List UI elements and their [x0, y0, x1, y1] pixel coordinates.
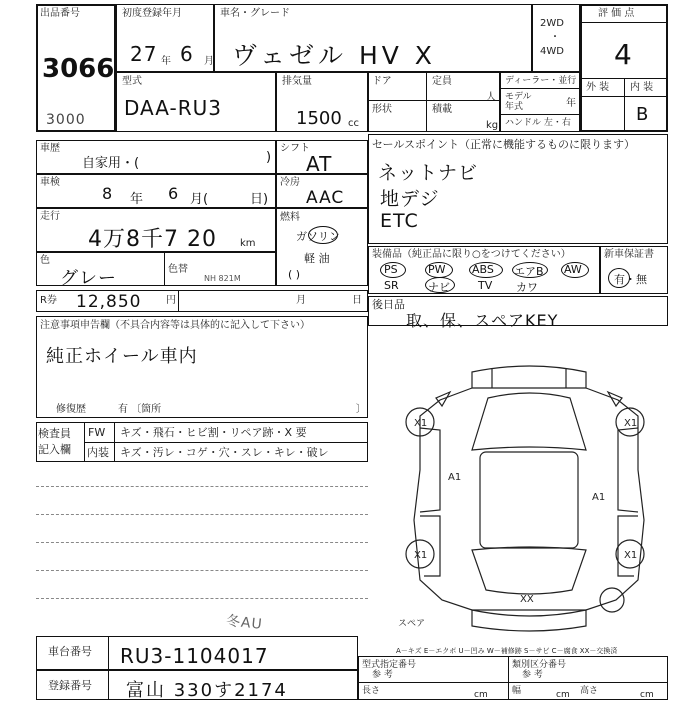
height-cm: cm — [640, 690, 654, 700]
inspection-year-unit: 年 — [130, 192, 144, 207]
disp-unit: cc — [348, 118, 359, 129]
equip-pw: PW — [428, 263, 446, 276]
spare-label: スペア — [398, 619, 426, 629]
history-label: 車歴 — [40, 143, 60, 154]
history-close: ) — [266, 150, 272, 165]
equipment-label: 装備品（純正品に限り○をつけてください） — [372, 249, 571, 260]
car-diagram — [380, 340, 670, 650]
notes-value: 純正ホイール車内 — [46, 346, 198, 367]
inspector-label1: 検査員 — [38, 427, 71, 440]
int-value: B — [636, 104, 650, 125]
model-ref-sub: 参 考 — [372, 670, 393, 680]
recycle-month: 月 — [296, 295, 306, 306]
repair-close: 〕 — [356, 404, 366, 415]
model-label: 車名・グレード — [220, 8, 290, 19]
width-label: 幅 — [512, 686, 522, 696]
inspection-day-unit: 日) — [250, 192, 269, 207]
inspector-in-text: キズ・汚レ・コゲ・穴・スレ・キレ・破レ — [120, 446, 329, 459]
drive-2wd: 2WD — [540, 18, 564, 29]
mark-rl: X1 — [414, 550, 428, 561]
equip-aw-circle — [561, 262, 589, 278]
lot-number: 3066 — [42, 54, 115, 84]
car-body-outline — [414, 388, 644, 610]
notes-label: 注意事項申告欄（不具合内容等は具体的に記入して下さい） — [40, 320, 310, 331]
reg-year-unit: 年 — [161, 56, 171, 67]
mark-fr: X1 — [624, 418, 638, 429]
selling-line-3: ETC — [380, 210, 419, 232]
equip-leather: カワ — [516, 281, 538, 294]
chassis-label: 車台番号 — [48, 645, 92, 658]
dashed-line — [36, 486, 368, 487]
aftermarket-label: 後日品 — [372, 298, 405, 311]
disp-label: 排気量 — [282, 76, 312, 87]
history-row — [36, 140, 276, 174]
history-value: 自家用・( — [82, 156, 140, 171]
capacity-label: 定員 — [432, 76, 452, 87]
fuel-paren: ( ) — [288, 268, 301, 281]
fuel-label: 燃料 — [280, 212, 300, 223]
reg-month-unit: 月 — [204, 56, 214, 67]
equip-ps: PS — [384, 263, 398, 276]
roof-panel — [480, 452, 578, 548]
reg-era: 27 — [130, 42, 158, 66]
plate-label: 登録番号 — [48, 679, 92, 692]
dashed-line — [36, 598, 368, 599]
lot-label: 出品番号 — [40, 8, 80, 19]
capacity-unit: 人 — [486, 92, 496, 103]
int-label: 内 装 — [630, 82, 654, 93]
ext-label: 外 装 — [586, 82, 610, 93]
inspection-label: 車検 — [40, 177, 60, 188]
diagram-legend: A－キズ E－エクボ U－凹み W－補修跡 S－サビ C－腐食 XX－交換済 — [396, 647, 618, 655]
class-ref-sub: 参 考 — [522, 670, 543, 680]
rear-glass — [472, 547, 586, 594]
inspector-in: 内装 — [87, 446, 109, 459]
fuel-gasoline: ガソリン — [296, 230, 340, 243]
equip-navi: ナビ — [428, 281, 450, 294]
left-doors — [420, 428, 440, 512]
mileage-value: 4万8千7 20 — [88, 227, 217, 252]
fuel-circle — [308, 226, 338, 244]
equip-pw-circle — [425, 262, 453, 278]
warranty-label: 新車保証書 — [604, 249, 654, 260]
class-ref-label: 類別区分番号 — [512, 660, 567, 670]
mark-rr: X1 — [624, 550, 638, 561]
equip-tv: TV — [478, 279, 493, 292]
inspector-scribble: 冬AU — [225, 613, 264, 633]
selling-line-1: ネットナビ — [378, 162, 479, 184]
equip-navi-circle — [425, 277, 455, 293]
lot-sub: 3000 — [46, 112, 86, 128]
recycle-unit: 円 — [166, 295, 176, 306]
inspector-fw-text: キズ・飛石・ヒビ割・リペア跡・X 要 — [120, 426, 307, 439]
shape-label: 形状 — [372, 104, 392, 115]
length-cm: cm — [474, 690, 488, 700]
spare-tire — [600, 588, 624, 612]
inspection-year: 8 — [102, 184, 114, 203]
repair-value: 有 〔箇所 — [118, 404, 162, 415]
shift-value: AT — [306, 152, 333, 176]
cooler-label: 冷房 — [280, 177, 300, 188]
selling-label: セールスポイント（正常に機能するものに限ります） — [372, 138, 636, 151]
drive-4wd: 4WD — [540, 46, 564, 57]
mark-left-door: A1 — [448, 472, 462, 483]
recolor-label: 色替 — [168, 264, 188, 275]
drive-dot: ・ — [550, 32, 560, 43]
equip-ps-circle — [380, 262, 406, 278]
aftermarket-value: 取、保、スペアKEY — [406, 311, 559, 330]
inspection-month-unit: 月( — [190, 192, 209, 207]
fuel-diesel: 軽 油 — [304, 252, 330, 265]
model-ref-label: 型式指定番号 — [362, 660, 417, 670]
equip-aw: AW — [564, 263, 582, 276]
mark-fl: X1 — [414, 418, 428, 429]
cooler-value: AAC — [306, 188, 345, 208]
inspector-label2: 記入欄 — [38, 443, 71, 456]
warranty-circle — [608, 268, 630, 288]
selling-line-2: 地デジ — [380, 188, 440, 210]
shift-label: シフト — [280, 143, 310, 154]
grade-value: 4 — [614, 38, 633, 71]
recycle-label: R券 — [40, 295, 57, 306]
type-label: 型式 — [122, 76, 142, 87]
dashed-line — [36, 570, 368, 571]
handle-label: ハンドル 左・右 — [505, 118, 571, 128]
mileage-unit: km — [240, 238, 256, 249]
length-label: 長さ — [362, 686, 381, 696]
color-value: グレー — [60, 268, 117, 289]
front-bumper — [472, 366, 586, 388]
type-value: DAA-RU3 — [124, 96, 223, 120]
equip-abs: ABS — [472, 263, 494, 276]
load-unit: kg — [486, 120, 499, 131]
repair-label: 修復歴 — [56, 404, 86, 415]
equip-sr: SR — [384, 279, 399, 292]
inspection-month: 6 — [168, 184, 180, 203]
recycle-day: 日 — [352, 295, 362, 306]
inspector-fw: FW — [88, 426, 106, 439]
equip-airb-circle — [512, 262, 548, 278]
roof-outline — [472, 393, 586, 450]
left-rear-doors — [420, 516, 440, 576]
mark-rear: XX — [520, 594, 534, 605]
disp-value: 1500 — [296, 108, 342, 129]
dashed-line — [36, 542, 368, 543]
height-label: 高さ — [580, 686, 599, 696]
recycle-value: 12,850 — [76, 292, 142, 312]
rear-bumper — [472, 610, 586, 631]
equip-abs-circle — [469, 262, 503, 278]
load-label: 積載 — [432, 104, 452, 115]
color-code: NH 821M — [204, 274, 241, 283]
width-cm: cm — [556, 690, 570, 700]
equip-airb: エアB — [514, 265, 544, 278]
chassis-value: RU3-1104017 — [120, 644, 269, 668]
grade-label: 評 価 点 — [598, 8, 635, 19]
reg-month: 6 — [180, 42, 194, 66]
model-name: ヴェゼル HV X — [232, 41, 436, 70]
dashed-line — [36, 514, 368, 515]
mark-right-door: A1 — [592, 492, 606, 503]
modelyear-label: モデル 年式 — [505, 92, 532, 112]
inspection-row — [36, 174, 276, 208]
mileage-label: 走行 — [40, 211, 60, 222]
dealer-label: ディーラー・並行 — [505, 76, 577, 86]
reg-label: 初度登録年月 — [122, 8, 182, 19]
plate-value: 富山 330す2174 — [126, 680, 288, 701]
modelyear-unit: 年 — [566, 98, 576, 109]
color-label: 色 — [40, 255, 50, 266]
right-doors — [618, 428, 638, 512]
warranty-opts: 有・無 — [614, 273, 647, 286]
door-label: ドア — [372, 76, 392, 87]
